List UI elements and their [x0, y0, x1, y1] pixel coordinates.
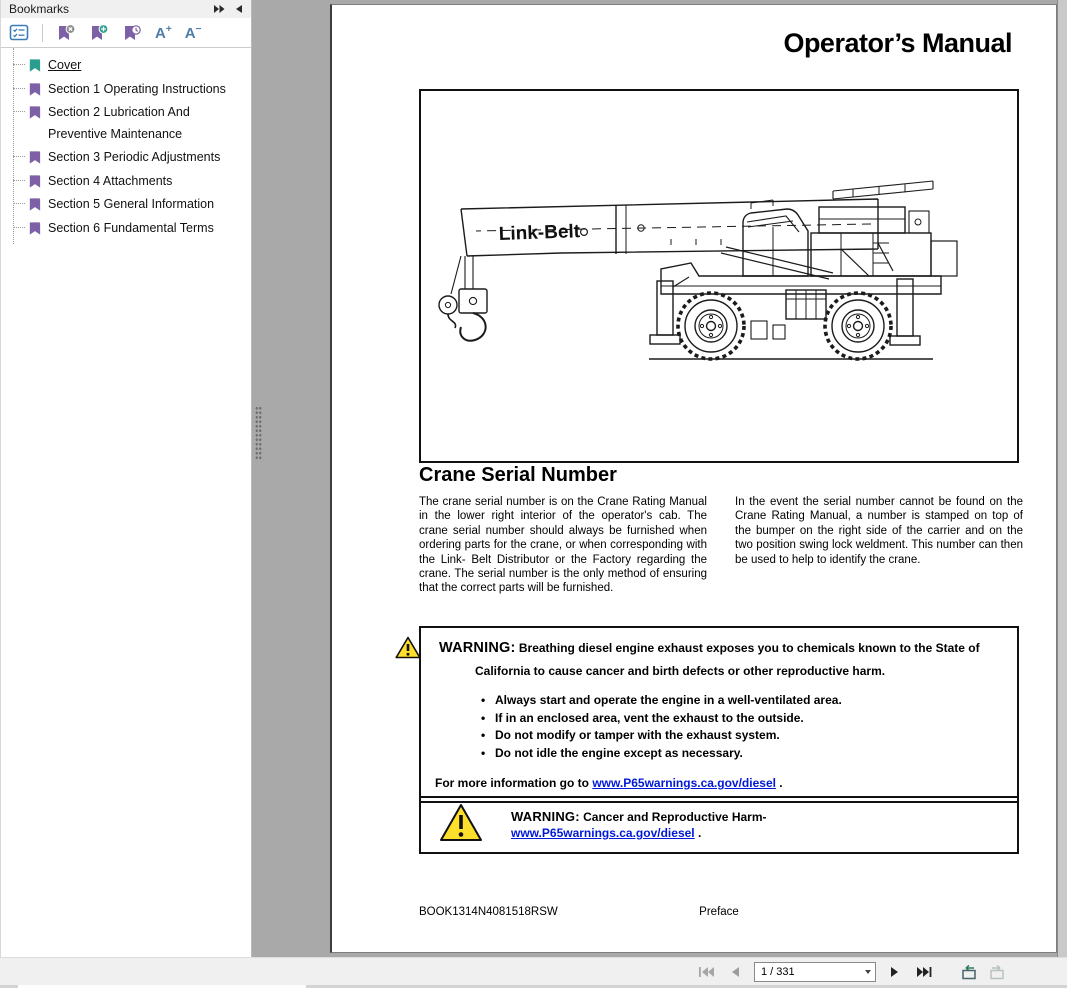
- panel-options-icon[interactable]: [9, 24, 29, 41]
- p65-diesel-link[interactable]: www.P65warnings.ca.gov/diesel: [592, 776, 776, 790]
- more-info-prefix: For more information go to: [435, 776, 593, 790]
- bookmarks-toolbar: [1, 18, 251, 48]
- bookmark-label: Section 3 Periodic Adjustments: [48, 150, 221, 164]
- cancer-warning-box: [419, 796, 1019, 854]
- next-page-button[interactable]: [885, 962, 905, 982]
- crane-brand-logo: Link-Belt: [498, 221, 581, 245]
- diesel-warning-box: [419, 626, 1019, 803]
- warning2-label: WARNING:: [511, 809, 580, 824]
- add-bookmark-icon[interactable]: [89, 24, 109, 42]
- bookmark-item[interactable]: [27, 146, 247, 170]
- serial-number-heading: Crane Serial Number: [419, 464, 617, 486]
- warning1-label: WARNING:: [439, 640, 516, 656]
- panel-title: Bookmarks: [9, 2, 70, 16]
- bookmark-item[interactable]: [27, 217, 247, 241]
- bookmarks-panel-header: [1, 0, 251, 18]
- warning1-bullet-list: [481, 692, 1003, 762]
- bookmark-item[interactable]: [27, 54, 247, 78]
- bookmark-item[interactable]: [27, 101, 247, 146]
- bookmark-flag-icon: [27, 174, 42, 189]
- delete-bookmark-icon[interactable]: [56, 24, 76, 42]
- bookmark-flag-icon: [27, 82, 42, 97]
- bookmark-flag-icon: [27, 58, 42, 73]
- bookmark-flag-icon: [27, 105, 42, 120]
- decrease-text-size-icon[interactable]: A−: [184, 23, 202, 42]
- warning1-text: Breathing diesel engine exhaust exposes you to chemicals known to the State of California to cause cancer and birth defects or other reproductive harm.: [475, 641, 980, 678]
- warning-bullet: • If in an enclosed area, vent the exhaust to the outside.: [481, 710, 1003, 728]
- book-number: BOOK1314N4081518RSW: [419, 906, 558, 918]
- bookmark-item[interactable]: [27, 193, 247, 217]
- next-view-button[interactable]: [987, 962, 1007, 982]
- warning1-more-info: [435, 776, 1003, 790]
- bookmark-flag-icon: [27, 150, 42, 165]
- p65-diesel-link[interactable]: www.P65warnings.ca.gov/diesel: [511, 826, 695, 840]
- increase-text-size-icon[interactable]: A+: [155, 23, 172, 42]
- warning-triangle-icon: [439, 803, 483, 847]
- page-title: Operator’s Manual: [783, 28, 1012, 58]
- vertical-scrollbar[interactable]: [1057, 0, 1067, 957]
- warning2-suffix: .: [697, 826, 702, 840]
- locate-current-bookmark-icon[interactable]: [122, 24, 142, 42]
- toolbar-separator: [42, 24, 43, 42]
- previous-view-button[interactable]: [958, 962, 978, 982]
- serial-paragraph-left: The crane serial number is on the Crane Rating Manual in the lower right interior of the operator's cab. The crane serial number should always be furnished when ordering parts for the crane, or when corresponding with the Link- Belt Distributor or the Factory regarding the crane. The serial number is the only method of ensuring that the correct parts will be furnished.: [419, 496, 707, 595]
- expand-panel-icon[interactable]: [213, 4, 227, 14]
- page-number-input[interactable]: [754, 962, 876, 982]
- bookmark-label: Section 4 Attachments: [48, 173, 173, 188]
- bookmark-flag-icon: [27, 221, 42, 236]
- page-number-box: [754, 962, 876, 982]
- bookmark-item[interactable]: [27, 170, 247, 194]
- last-page-button[interactable]: [914, 962, 934, 982]
- splitter-grip[interactable]: [255, 406, 262, 460]
- page-navigation-toolbar: [0, 957, 1067, 985]
- warning-bullet: • Do not idle the engine except as necessary.: [481, 745, 1003, 763]
- bookmark-label: Section 2 Lubrication And Preventive Maintenance: [48, 105, 190, 141]
- pdf-page: [330, 4, 1057, 953]
- serial-paragraph-right: In the event the serial number cannot be found on the Crane Rating Manual, a number is stamped on top of the bumper on the right side of the carrier and on the two position swing lock weldment. This number can then be used to help to identify the crane.: [735, 496, 1023, 566]
- collapse-panel-icon[interactable]: [234, 4, 243, 14]
- bookmark-label: Section 1 Operating Instructions: [48, 81, 226, 96]
- page-footer: [419, 906, 1019, 918]
- warning1-heading: [435, 636, 1003, 679]
- warning2-text: Cancer and Reproductive Harm-: [583, 810, 767, 824]
- panel-splitter[interactable]: [252, 0, 264, 957]
- document-canvas: [264, 0, 1057, 957]
- previous-page-button[interactable]: [725, 962, 745, 982]
- bookmark-label: Cover: [48, 58, 82, 72]
- section-name: Preface: [699, 906, 739, 918]
- bookmark-tree: [1, 48, 251, 957]
- bookmark-label: Section 6 Fundamental Terms: [48, 220, 214, 235]
- bookmark-item[interactable]: [27, 78, 247, 102]
- first-page-button[interactable]: [696, 962, 716, 982]
- more-info-suffix: .: [779, 776, 783, 790]
- bookmark-label: Section 5 General Information: [48, 197, 215, 211]
- warning-bullet: • Do not modify or tamper with the exhaust system.: [481, 727, 1003, 745]
- warning-bullet: • Always start and operate the engine in a well-ventilated area.: [481, 692, 1003, 710]
- crane-figure: [419, 89, 1019, 463]
- crane-line-drawing: [421, 91, 1017, 461]
- bookmarks-panel: [0, 0, 252, 957]
- warning2-text-block: [511, 809, 767, 841]
- bookmark-flag-icon: [27, 197, 42, 212]
